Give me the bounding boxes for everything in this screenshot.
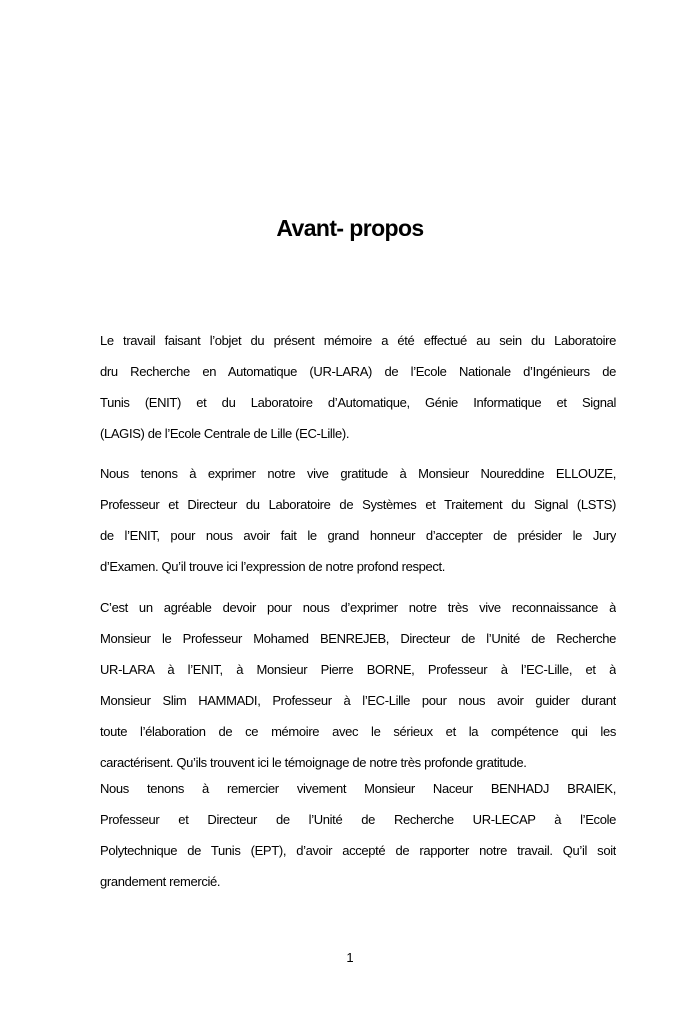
- text-line: d’Examen. Qu’il trouve ici l’expression de notre profond respect.: [100, 559, 446, 574]
- text-line: Polytechnique de Tunis (EPT), d’avoir accepté de rapporter notre travail. Qu’il soit: [100, 843, 616, 858]
- text-line: de l’ENIT, pour nous avoir fait le grand honneur d’accepter de présider le Jury: [100, 528, 616, 543]
- text-line: Tunis (ENIT) et du Laboratoire d’Automatique, Génie Informatique et Signal: [100, 395, 616, 410]
- paragraph-jury-president: [100, 458, 616, 582]
- text-line: Professeur et Directeur de l’Unité de Recherche UR-LECAP à l’Ecole: [100, 812, 616, 827]
- text-line: Nous tenons à remercier vivement Monsieur Naceur BENHADJ BRAIEK,: [100, 781, 616, 796]
- text-line: dru Recherche en Automatique (UR-LARA) de l’Ecole Nationale d’Ingénieurs de: [100, 364, 616, 379]
- text-line: UR-LARA à l’ENIT, à Monsieur Pierre BORNE, Professeur à l’EC-Lille, et à: [100, 662, 616, 677]
- text-line: grandement remercié.: [100, 874, 221, 889]
- page-title: Avant- propos: [276, 215, 424, 241]
- paragraph-supervisors: [100, 592, 616, 778]
- text-line: (LAGIS) de l’Ecole Centrale de Lille (EC-Lille).: [100, 426, 350, 441]
- text-line: toute l’élaboration de ce mémoire avec le sérieux et la compétence qui les: [100, 724, 616, 739]
- text-line: caractérisent. Qu’ils trouvent ici le témoignage de notre très profonde gratitude.: [100, 755, 527, 770]
- paragraph-laboratories: [100, 325, 616, 449]
- text-line: Le travail faisant l’objet du présent mémoire a été effectué au sein du Laboratoire: [100, 333, 616, 348]
- text-line: Nous tenons à exprimer notre vive gratitude à Monsieur Noureddine ELLOUZE,: [100, 466, 616, 481]
- text-line: Professeur et Directeur du Laboratoire de Systèmes et Traitement du Signal (LSTS): [100, 497, 616, 512]
- page-number: 1: [346, 950, 354, 965]
- text-line: C’est un agréable devoir pour nous d’exprimer notre très vive reconnaissance à: [100, 600, 616, 615]
- paragraph-reviewer: [100, 773, 616, 897]
- text-line: Monsieur le Professeur Mohamed BENREJEB, Directeur de l’Unité de Recherche: [100, 631, 616, 646]
- text-line: Monsieur Slim HAMMADI, Professeur à l’EC-Lille pour nous avoir guider durant: [100, 693, 616, 708]
